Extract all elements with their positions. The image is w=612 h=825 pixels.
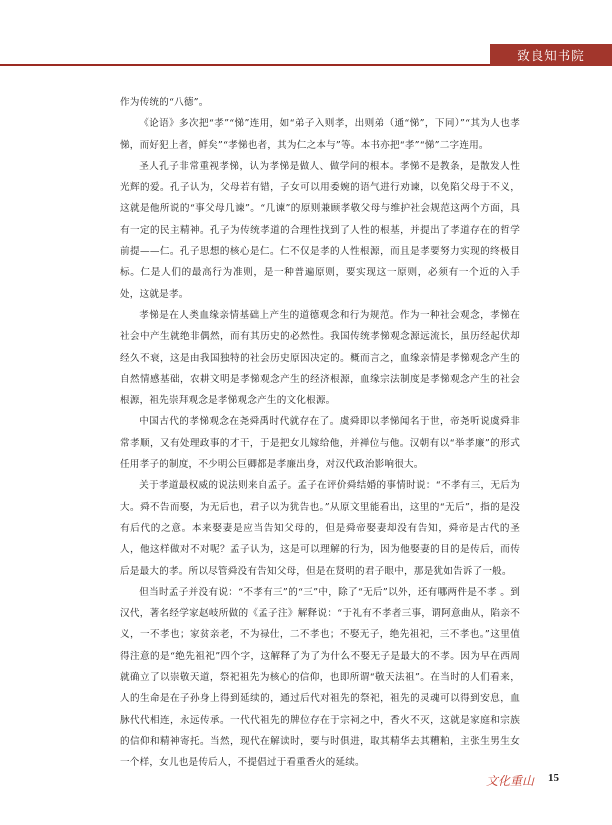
paragraph-2: 《论语》多次把“孝”“悌”连用，如“弟子入则孝，出则弟（通“悌”，下同）”“其为人也孝悌，而好犯上者，鲜矣”“孝悌也者，其为仁之本与”等。本书亦把“孝”“悌”二字连用。 — [120, 118, 520, 151]
paragraph-7: 但当时孟子并没有说：“不孝有三”的“三”中，除了“无后”以外，还有哪两件是不孝 。到汉代，著名经学家赵岐所做的《孟子注》解释说：“于礼有不孝者三事，谓阿意曲从，陷亲不义，一不孝也；家贫亲老，不为禄仕，二不孝也；不娶无子，绝先祖祀，三不孝也。”这里值得注意的是“绝先祖祀”四个字，这解释了为了为什么不娶无子是最大的不孝。因为早在西周就确立了以崇敬天道，祭祀祖先为核心的信仰，也即所谓“敬天法祖”。在当时的人们看来，人的生命是在子孙身上得到延续的，通过后代对祖先的祭祀，祖先的灵魂可以得到安息，血脉代代相连，永远传承。一代代祖先的牌位存在于宗祠之中，香火不灭，这就是家庭和宗族的信仰和精神寄托。当然，现代在解读时，要与时俱进，取其精华去其糟粕，主张生男生女一个样，女儿也是传后人，不提倡过于看重香火的延续。 — [120, 586, 520, 769]
paragraph-4: 孝悌是在人类血缘亲情基础上产生的道德观念和行为规范。作为一种社会观念，孝悌在社会中产生就绝非偶然，而有其历史的必然性。我国传统孝悌观念源远流长，虽历经起伏却经久不衰，这是由我国独特的社会历史原因决定的。概而言之，血缘亲情是孝悌观念产生的自然情感基础，农耕文明是孝悌观念产生的经济根源，血缘宗法制度是孝悌观念产生的社会根源，祖先崇拜观念是孝悌观念产生的文化根源。 — [120, 309, 520, 407]
paragraph-1: 作为传统的“八德”。 — [120, 97, 209, 108]
paragraph-6: 关于孝道最权威的说法则来自孟子。孟子在评价舜结婚的事情时说：“不孝有三，无后为大。舜不告而娶，为无后也，君子以为犹告也。”从原文里能看出，这里的“无后”，指的是没有后代的之意。本来娶妻是应当告知父母的，但是舜帝娶妻却没有告知，舜帝是古代的圣人，他这样做对不对呢？孟子认为，这是可以理解的行为，因为他娶妻的目的是传后，而传后是最大的孝。所以尽管舜没有告知父母，但是在贤明的君子眼中，那是犹如告诉了一般。 — [120, 480, 520, 577]
page-number: 15 — [548, 772, 559, 784]
paragraph-5: 中国古代的孝悌观念在尧舜禹时代就存在了。虞舜即以孝悌闻名于世，帝尧听说虞舜非常孝顺，又有处理政事的才干，于是把女儿嫁给他，并禅位与他。汉朝有以“举孝廉”的形式任用孝子的制度，不少明公巨卿都是孝廉出身，对汉代政治影响很大。 — [120, 416, 520, 471]
publisher-badge: 致良知书院 — [490, 44, 612, 66]
body-text — [120, 92, 520, 774]
footer-logo: 文化重山 — [486, 774, 535, 788]
paragraph-3: 圣人孔子非常重视孝悌，认为孝悌是做人、做学问的根本。孝悌不是教条，是散发人性光辉的爱。孔子认为，父母若有错，子女可以用委婉的语气进行劝谏，以免陷父母于不义，这就是他所说的“事父母几谏”。“几谏”的原则兼顾孝敬父母与维护社会规范这两个方面，具有一定的民主精神。孔子为传统孝道的合理性找到了人性的根基，并提出了孝道存在的哲学前提——仁。孔子思想的核心是仁。仁不仅是孝的人性根源，而且是孝要努力实现的终极目标。仁是人们的最高行为准则，是一种普遍原则，要实现这一原则，必须有一个近的入手处，这就是孝。 — [120, 160, 520, 300]
